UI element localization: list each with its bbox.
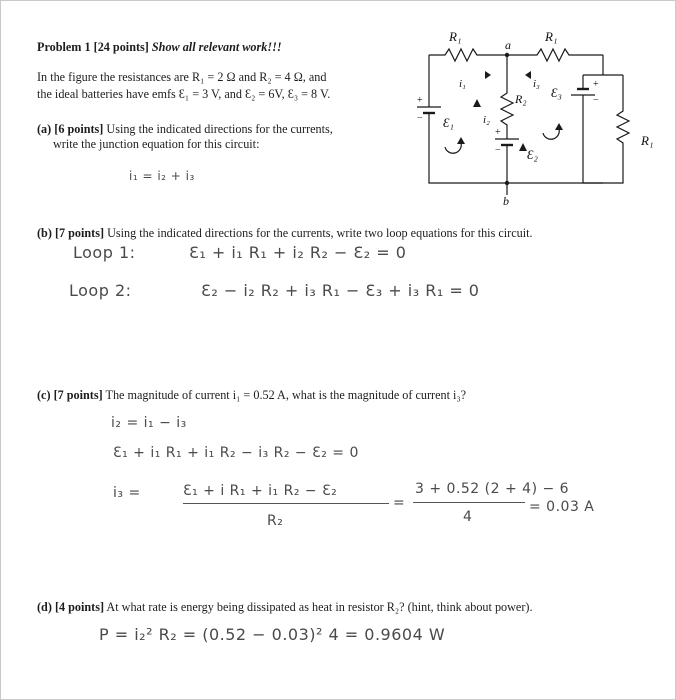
part-d-answer: P = i₂² R₂ = (0.52 − 0.03)² 4 = 0.9604 W <box>99 625 446 644</box>
label-i3: i₃ <box>533 78 540 90</box>
label-r1-vertical: R₁ <box>641 133 654 148</box>
part-c-fraction-line-1 <box>183 503 389 504</box>
label-r1-left: R₁ <box>449 29 462 44</box>
part-a-tag: (a) [6 points] <box>37 122 104 136</box>
part-b-tag: (b) [7 points] <box>37 226 105 240</box>
part-c-question <box>37 387 466 403</box>
part-c-numerator-2: 3 + 0.52 (2 + 4) − 6 <box>415 481 570 497</box>
label-i2: i₂ <box>483 114 490 126</box>
label-r2: R₂ <box>515 92 527 106</box>
part-c-numerator-1: Ɛ₁ + i R₁ + i₁ R₂ − Ɛ₂ <box>183 483 338 499</box>
circuit-svg <box>415 23 671 213</box>
resistor-r1-left <box>429 49 507 61</box>
part-d-tag: (d) [4 points] <box>37 600 105 614</box>
label-emf1-minus: − <box>417 113 423 124</box>
part-c-work-1: i₂ = i₁ − i₃ <box>111 415 187 431</box>
resistor-r1-vertical <box>583 75 629 183</box>
label-emf2: Ɛ₂ <box>527 147 538 162</box>
label-node-a: a <box>505 38 511 52</box>
i3-arrow <box>525 71 531 79</box>
part-a-text-2: write the junction equation for this circuit: <box>53 137 260 151</box>
part-c-denominator-2: 4 <box>463 509 473 525</box>
label-i1: i₁ <box>459 78 466 90</box>
part-b-question <box>37 225 533 241</box>
label-emf3: Ɛ₃ <box>551 85 562 100</box>
part-c-tag: (c) [7 points] <box>37 388 103 402</box>
intro-line-1: In the figure the resistances are R₁ = 2 Ω and R₂ = 4 Ω, and <box>37 70 327 84</box>
part-c-equals: = <box>393 495 406 511</box>
label-emf1: Ɛ₁ <box>443 115 454 130</box>
circuit-diagram <box>415 23 671 213</box>
problem-title <box>37 39 282 55</box>
label-emf1-plus: + <box>417 95 423 106</box>
label-emf2-minus: − <box>495 145 501 156</box>
resistor-r2 <box>501 55 513 139</box>
wire-bottom <box>429 113 603 183</box>
part-b-text: Using the indicated directions for the currents, write two loop equations for this circuit. <box>107 226 533 240</box>
i1-arrow <box>485 71 491 79</box>
part-c-fraction-line-2 <box>413 502 525 503</box>
loop-arrow-2 <box>543 129 559 139</box>
node-a-dot <box>505 53 509 57</box>
loop-arrow-1 <box>445 143 461 153</box>
part-d-text: At what rate is energy being dissipated as heat in resistor R₂? (hint, think about power). <box>106 600 533 614</box>
problem-title-plain: Problem 1 [24 points] <box>37 40 149 54</box>
resistor-r1-right <box>507 49 603 61</box>
loop2-label: Loop 2: <box>69 281 132 300</box>
i2-arrow <box>473 99 481 107</box>
label-emf3-plus: + <box>593 79 599 90</box>
problem-title-italic: Show all relevant work!!! <box>151 40 282 54</box>
label-r1-right: R₁ <box>545 29 558 44</box>
part-c-i3-label: i₃ = <box>113 485 141 501</box>
part-c-denominator-1: R₂ <box>267 513 284 529</box>
label-node-b: b <box>503 194 509 208</box>
loop2-equation: Ɛ₂ − i₂ R₂ + i₃ R₁ − Ɛ₃ + i₃ R₁ = 0 <box>201 281 480 300</box>
part-c-text: The magnitude of current i₁ = 0.52 A, what is the magnitude of current i₃? <box>105 388 467 402</box>
part-c-work-2: Ɛ₁ + i₁ R₁ + i₁ R₂ − i₃ R₂ − Ɛ₂ = 0 <box>113 445 359 461</box>
part-c-result: = 0.03 A <box>529 499 595 515</box>
label-emf2-plus: + <box>495 127 501 138</box>
label-emf3-minus: − <box>593 95 599 106</box>
intro-line-2: the ideal batteries have emfs Ɛ₁ = 3 V, and Ɛ₂ = 6V, Ɛ₃ = 8 V. <box>37 87 331 101</box>
loop1-label: Loop 1: <box>73 243 136 262</box>
part-a-answer: i₁ = i₂ + i₃ <box>129 169 195 183</box>
part-d-question <box>37 599 533 615</box>
part-a-text-1: Using the indicated directions for the currents, <box>106 122 333 136</box>
part-a-question <box>37 121 333 137</box>
node-b-dot <box>505 181 509 185</box>
loop1-equation: Ɛ₁ + i₁ R₁ + i₂ R₂ − Ɛ₂ = 0 <box>189 243 407 262</box>
